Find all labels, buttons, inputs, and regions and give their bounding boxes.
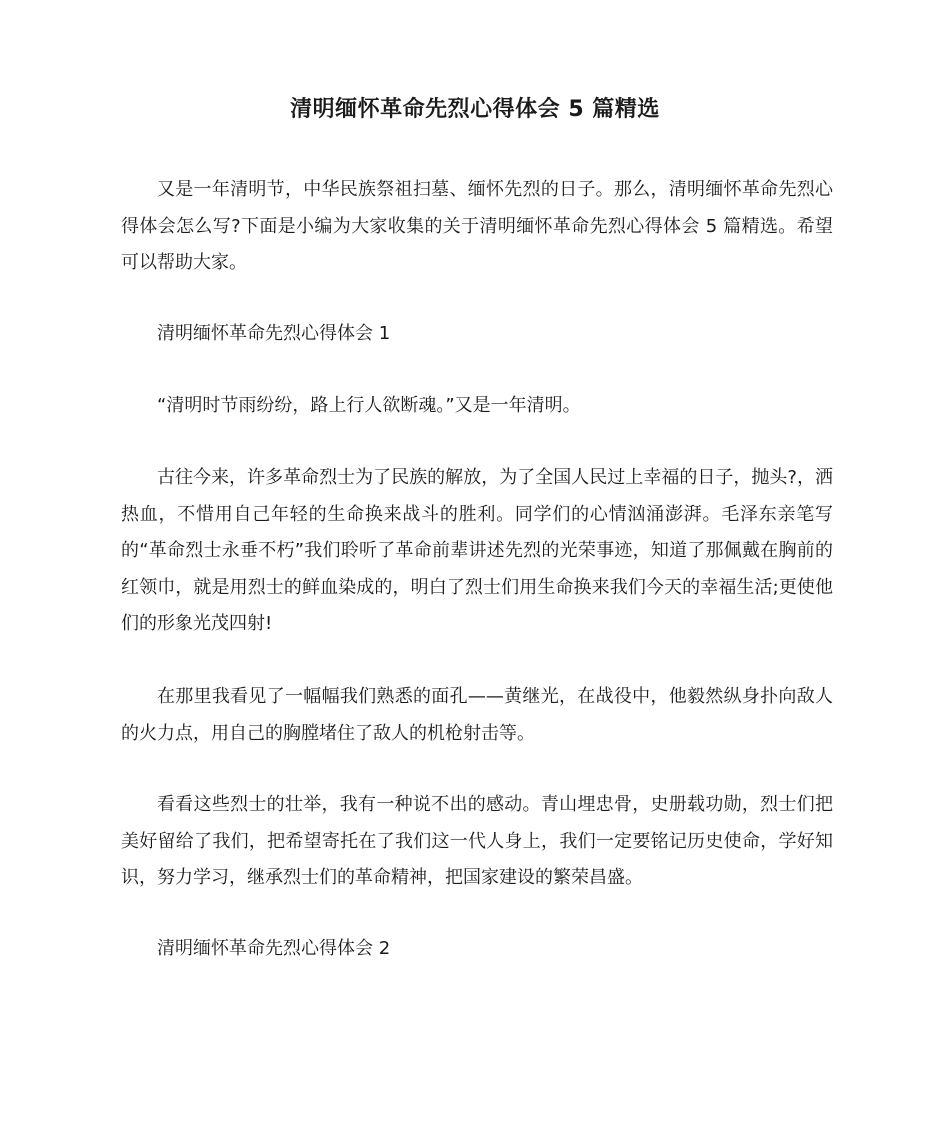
section-1-paragraph-2: 古往今来，许多革命烈士为了民族的解放，为了全国人民过上幸福的日子，抛头?，洒热血，不惜用自己年轻的生命换来战斗的胜利。同学们的心情汹涌澎湃。毛泽东亲笔写的“革命烈士永垂不朽”我们聆听了革命前辈讲述先烈的光荣事迹，知道了那佩戴在胸前的红领巾，就是用烈士的鲜血染成的，明白了烈士们用生命换来我们今天的幸福生活;更使他们的形象光茂四射! <box>121 467 833 634</box>
section-2-heading: 清明缅怀革命先烈心得体会 2 <box>157 938 391 959</box>
section-1-paragraph-3: 在那里我看见了一幅幅我们熟悉的面孔——黄继光，在战役中，他毅然纵身扑向敌人的火力点，用自己的胸膛堵住了敌人的机枪射击等。 <box>121 686 833 744</box>
section-1-heading: 清明缅怀革命先烈心得体会 1 <box>157 323 391 344</box>
intro-paragraph: 又是一年清明节，中华民族祭祖扫墓、缅怀先烈的日子。那么，清明缅怀革命先烈心得体会怎么写?下面是小编为大家收集的关于清明缅怀革命先烈心得体会 5 篇精选。希望可以帮助大家。 <box>121 179 833 273</box>
section-1-paragraph-1: “清明时节雨纷纷，路上行人欲断魂。”又是一年清明。 <box>157 395 581 416</box>
section-1-paragraph-4: 看看这些烈士的壮举，我有一种说不出的感动。青山埋忠骨，史册载功勋，烈士们把美好留给了我们，把希望寄托在了我们这一代人身上，我们一定要铭记历史使命，学好知识，努力学习，继承烈士们的革命精神，把国家建设的繁荣昌盛。 <box>121 794 833 888</box>
document-title: 清明缅怀革命先烈心得体会 5 篇精选 <box>290 97 660 122</box>
